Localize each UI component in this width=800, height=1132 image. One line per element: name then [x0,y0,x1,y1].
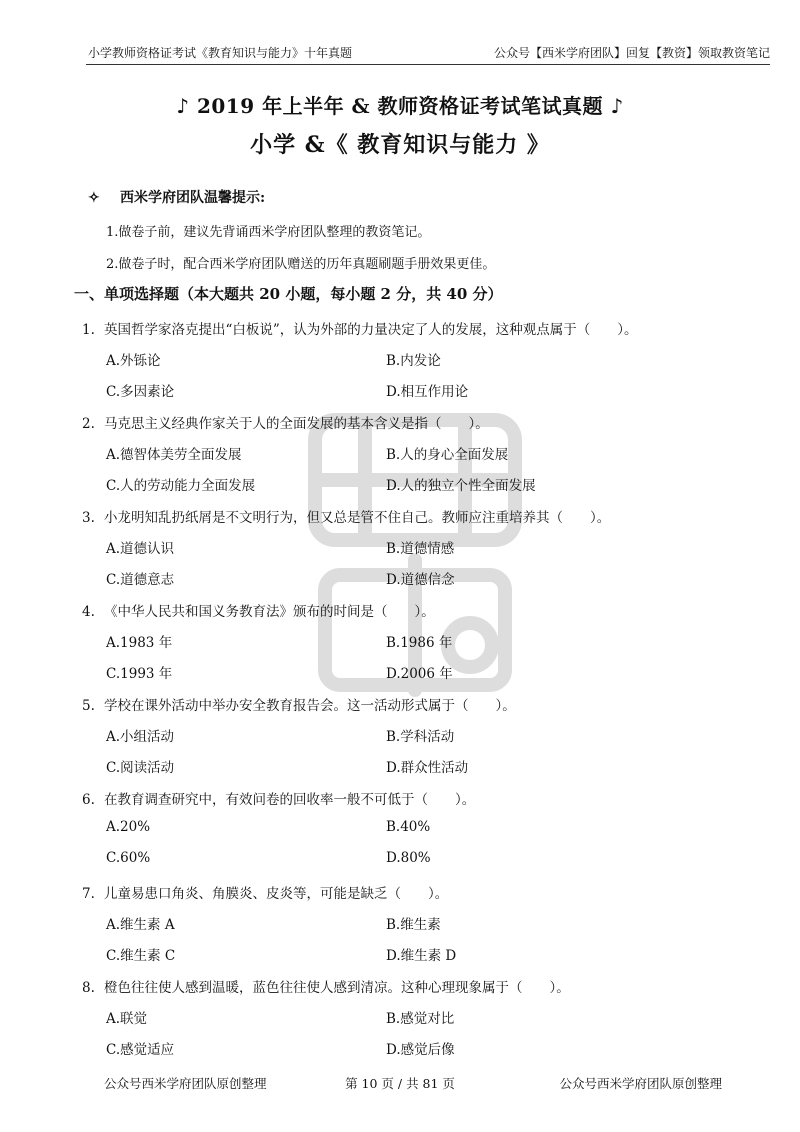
question [82,976,570,996]
question-text: 《中华人民共和国义务教育法》颁布的时间是（ ）。 [104,604,435,620]
footer-right: 公众号西米学府团队原创整理 [559,1076,722,1091]
question-number: 7. [82,886,95,902]
tips-heading [88,187,265,207]
question-text: 橙色往往使人感到温暖，蓝色往往使人感到清凉。这种心理现象属于（ ）。 [104,980,570,996]
option-b: B.感觉对比 [386,1011,455,1027]
option-b: B.人的身心全面发展 [386,447,509,463]
tips-heading-text: 西米学府团队温馨提示: [120,190,266,206]
option-a: A.外铄论 [106,353,161,369]
option-d: D.维生素 D [386,948,457,964]
tip-item: 2.做卷子时，配合西米学府团队赠送的历年真题刷题手册效果更佳。 [106,257,496,272]
page-number: 第 10 页 / 共 81 页 [345,1076,455,1091]
option-b: B.学科活动 [386,729,455,745]
option-d: D.80% [386,850,431,866]
option-d: D.道德信念 [386,572,455,588]
option-b: B.1986 年 [386,635,453,651]
question-number: 8. [82,980,95,996]
option-a: A.维生素 A [106,917,175,933]
header-left: 小学教师资格证考试《教育知识与能力》十年真题 [88,46,353,60]
option-d: D.群众性活动 [386,760,469,776]
option-a: A.20% [106,819,151,835]
option-a: A.1983 年 [106,635,173,651]
question [82,600,435,620]
option-c: C.感觉适应 [106,1042,175,1058]
option-a: A.联觉 [106,1011,148,1027]
exam-subtitle: 小学 &《 教育知识与能力 》 [250,132,550,158]
option-c: C.道德意志 [106,572,175,588]
option-c: C.60% [106,850,151,866]
question [82,882,448,902]
question [82,412,489,432]
question-number: 3. [82,510,95,526]
page-header [88,44,770,64]
question-number: 5. [82,698,95,714]
option-b: B.维生素 [386,917,441,933]
option-c: C.多因素论 [106,384,175,400]
option-c: C.维生素 C [106,948,176,964]
option-c: C.阅读活动 [106,760,175,776]
question-text: 在教育调查研究中，有效问卷的回收率一般不可低于（ ）。 [104,792,476,808]
option-a: A.德智体美劳全面发展 [106,447,242,463]
option-a: A.道德认识 [106,541,175,557]
question [82,318,638,338]
sparkle-icon: ✧ [88,190,100,206]
tip-item: 1.做卷子前，建议先背诵西米学府团队整理的教资笔记。 [106,225,431,240]
option-a: A.小组活动 [106,729,175,745]
question-text: 英国哲学家洛克提出“白板说”，认为外部的力量决定了人的发展，这种观点属于（ ）。 [104,322,638,338]
question-number: 2. [82,416,95,432]
question [82,506,610,526]
question-text: 马克思主义经典作家关于人的全面发展的基本含义是指（ ）。 [104,416,489,432]
question-number: 6. [82,792,95,808]
question [82,694,516,714]
header-right: 公众号【西米学府团队】回复【教资】领取教资笔记 [493,46,770,60]
option-d: D.感觉后像 [386,1042,455,1058]
option-d: D.2006 年 [386,666,453,682]
section-heading: 一、单项选择题（本大题共 20 小题，每小题 2 分，共 40 分） [74,285,503,303]
exam-title: ♪ 2019 年上半年 & 教师资格证考试笔试真题 ♪ [176,94,624,118]
option-b: B.内发论 [386,353,441,369]
question-text: 小龙明知乱扔纸屑是不文明行为，但又总是管不住自己。教师应注重培养其（ ）。 [104,510,611,526]
question-text: 儿童易患口角炎、角膜炎、皮炎等，可能是缺乏（ ）。 [104,886,449,902]
option-b: B.40% [386,819,431,835]
question-number: 1. [82,322,95,338]
question-number: 4. [82,604,95,620]
option-b: B.道德情感 [386,541,455,557]
question [82,788,475,808]
question-text: 学校在课外活动中举办安全教育报告会。这一活动形式属于（ ）。 [104,698,516,714]
header-divider [86,64,770,65]
option-c: C.1993 年 [106,666,173,682]
option-c: C.人的劳动能力全面发展 [106,478,256,494]
option-d: D.相互作用论 [386,384,469,400]
footer-left: 公众号西米学府团队原创整理 [104,1076,267,1091]
option-d: D.人的独立个性全面发展 [386,478,536,494]
